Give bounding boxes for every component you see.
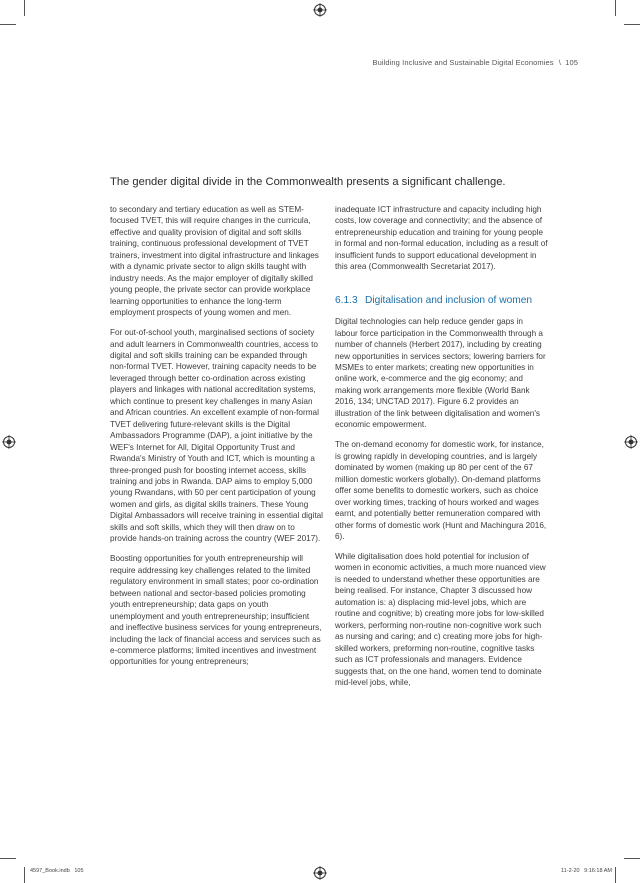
body-paragraph: For out-of-school youth, marginalised sections of society and adult learners in Commonwealth countries, access to digital and soft skills training can be expanded through non-formal TVET. However, training capacity needs to be leveraged through better co-ordination across existing players and linkages with national accreditation systems, which continue to present key challenges in many Asian and African countries. An excellent example of non-formal TVET delivering future-relevant skills is the Digital Ambassadors Programme (DAP), a joint initiative by the WEF's Internet for All, Digital Opportunity Trust and Rwanda's Ministry of Youth and ICT, which is mounting a three-pronged push for boosting internet access, skills training and jobs in Rwanda. DAP aims to employ 5,000 young Rwandans, with 50 per cent participation of young women and girls, as digital skills trainers. These Young Digital Ambassadors will receive training in essential digital skills and soft skills, which they will then draw on to provide hands-on training across the country (WEF 2017). <box>110 328 323 544</box>
print-file-label: 4597_Book.indb 105 <box>30 868 84 874</box>
print-timestamp: 11-2-20 9:16:18 AM <box>561 868 612 874</box>
running-header <box>372 58 578 67</box>
body-paragraph: The on-demand economy for domestic work, for instance, is growing rapidly in developing countries, and is largely dominated by women (making up 80 per cent of the 67 million domestic workers globally). On-demand platforms offer some benefits to domestic workers, such as choice over working times, tracking of hours worked and wages earnt, and potentially better remuneration compared with other forms of domestic work (Hunt and Machingura 2016, 6). <box>335 440 547 541</box>
right-column <box>335 204 548 697</box>
body-paragraph: While digitalisation does hold potential for inclusion of women in economic activities, a much more nuanced view is needed to understand whether these opportunities are being realised. For instance, Chapter 3 discussed how automation is: a) displacing mid-level jobs, which are routine and cognitive; b) creating more jobs for low-skilled workers, performing non-routine non-cognitive work such as nursing and caring; and c) creating more jobs for high-skilled workers, preforming non-routine, cognitive tasks such as ICT professionals and managers. Evidence suggests that, on the one hand, women tend to dominate mid-level jobs, while, <box>335 552 546 687</box>
crop-mark <box>624 24 640 25</box>
body-paragraph: to secondary and tertiary education as well as STEM-focused TVET, this will require changes in the curricula, effective and quality provision of digital and soft skills training, continuous professional development of TVET trainers, investment into digital infrastructure and linkages with a dynamic private sector to align skills taught with industry needs. As the major employer of digitally skilled young people, the private sector can provide workplace learning opportunities to enhance the long-term employment prospects of young women and men. <box>110 205 319 318</box>
crop-mark <box>615 867 616 883</box>
chapter-summary-line: The gender digital divide in the Commonwealth presents a significant challenge. <box>110 176 506 188</box>
registration-mark-icon <box>624 435 638 449</box>
crop-mark <box>624 858 640 859</box>
body-paragraph: Boosting opportunities for youth entrepreneurship will require addressing key challenges related to the limited regulatory environment in small states; poor co-ordination between national and sector-based policies promoting youth entrepreneurship; data gaps on youth unemployment and youth entrepreneurship; insufficient and ineffective business services for young entrepreneurs, including the lack of financial access and services such as e-commerce platforms; limited incentives and investment opportunities for young entrepreneurs; <box>110 554 322 667</box>
running-title: Building Inclusive and Sustainable Digital Economies <box>372 58 554 67</box>
crop-mark <box>24 0 25 16</box>
page-number: 105 <box>565 58 578 67</box>
registration-mark-icon <box>313 3 327 17</box>
registration-mark-icon <box>2 435 16 449</box>
header-separator: \ <box>558 58 561 67</box>
crop-mark <box>0 24 16 25</box>
left-column <box>110 204 323 676</box>
section-heading <box>335 295 548 308</box>
crop-mark <box>24 867 25 883</box>
crop-mark <box>615 0 616 16</box>
section-number: 6.1.3 <box>335 294 358 306</box>
body-paragraph: Digital technologies can help reduce gender gaps in labour force participation in the Commonwealth through a number of channels (Herbert 2017), including by creating new opportunities in services sectors; lowering barriers for MSMEs to enter markets; creating new opportunities in online work, e-commerce and the gig economy; and making work arrangements more flexible (World Bank 2016, 134; UNCTAD 2017). Figure 6.2 provides an illustration of the link between digitalisation and women's economic empowerment. <box>335 317 546 430</box>
body-paragraph: inadequate ICT infrastructure and capacity including high costs, low coverage and connectivity; and the absence of entrepreneurship education and training for young people in formal and non-formal education, including as a result of insufficient funds to support educational development in this area (Commonwealth Secretariat 2017). <box>335 205 548 272</box>
crop-mark <box>0 858 16 859</box>
section-title: Digitalisation and inclusion of women <box>365 294 533 306</box>
registration-mark-icon <box>313 866 327 880</box>
